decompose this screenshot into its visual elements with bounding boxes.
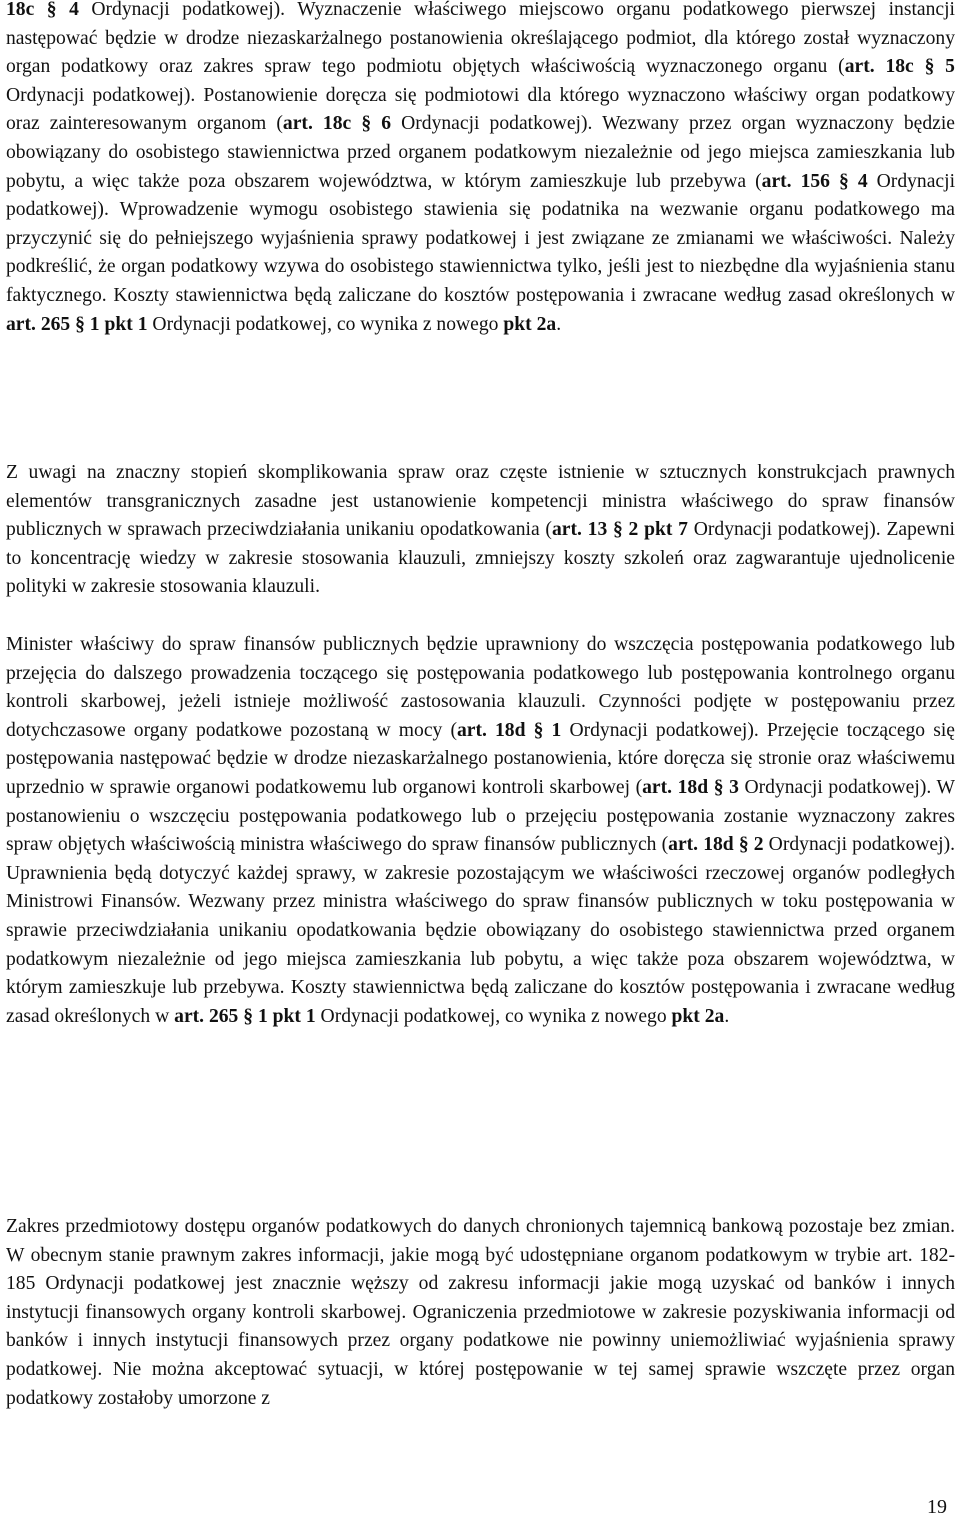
text-run: . bbox=[556, 313, 562, 335]
text-run: Ordynacji podatkowej). Uprawnienia będą dotyczyć każdej sprawy, w zakresie pozostającym we właściwości rzeczowej organów podległych Ministrowi Finansów. Wezwany przez ministra właściwego do spraw finansów publicznych w toku postępowania w sprawie przeciwdziałania unikaniu opodatkowania będzie obowiązany do osobistego stawiennictwa przed organem podatkowym niezależnie od jego miejsca zamieszkania lub pobytu, a więc także poza obszarem województwa, w którym zamieszkuje lub przebywa. Koszty stawiennictwa będą zaliczane do kosztów postępowania i zwracane według zasad określonych w bbox=[6, 834, 955, 1027]
bold-reference: art. 18c bbox=[844, 56, 925, 78]
bold-reference: art. 18d bbox=[456, 719, 534, 741]
bold-reference: art. 265 bbox=[174, 1005, 244, 1027]
bold-reference: 2 pkt 7 bbox=[622, 519, 688, 541]
bold-reference: § bbox=[738, 834, 749, 856]
bold-reference: pkt 2a bbox=[671, 1005, 725, 1027]
bold-reference: 1 pkt 1 bbox=[84, 313, 148, 335]
bold-reference: 5 bbox=[934, 56, 955, 78]
bold-reference: art. 265 bbox=[6, 313, 76, 335]
bold-reference: § bbox=[46, 0, 57, 20]
text-run: Ordynacji podatkowej). Przejęcie toczącego się postępowania następować będzie w drodze niezaskarżalnego postanowienia, które doręcza się stronie oraz właściwemu uprzednio w sprawie organowi podatkowemu lub organowi kontroli skarbowej ( bbox=[6, 719, 955, 798]
page-number: 19 bbox=[927, 1496, 947, 1518]
bold-reference: art. 18d bbox=[642, 776, 714, 798]
text-run: . bbox=[724, 1005, 730, 1027]
paragraph-tajemnica-bankowa bbox=[6, 1213, 955, 1413]
bold-reference: § bbox=[243, 1005, 254, 1027]
text-run: Minister właściwy do spraw finansów publicznych będzie uprawniony do wszczęcia postępowania podatkowego lub przejęcia do dalszego prowadzenia toczącego się postępowania podatkowego lub postępowania kontrolnego organu kontroli skarbowej, jeżeli istnieje możliwość zastosowania klauzuli. Czynności podjęte w postępowaniu przez dotychczasowe organy podatkowe pozostaną w mocy ( bbox=[6, 634, 955, 741]
bold-reference: pkt 2a bbox=[503, 313, 557, 335]
bold-reference: 1 pkt 1 bbox=[253, 1005, 316, 1027]
text-run: Ordynacji podatkowej). Wezwany przez organ wyznaczony będzie obowiązany do osobistego stawiennictwa przed organem podatkowym niezależnie od jego miejsca zamieszkania lub pobytu, a więc także poza obszarem województwa, w którym zamieszkuje lub przebywa ( bbox=[6, 113, 955, 192]
paragraph-minister-uprawnienia bbox=[6, 631, 955, 1031]
bold-reference: § bbox=[75, 313, 85, 335]
bold-reference: 1 bbox=[543, 719, 562, 741]
bold-reference: art. 156 bbox=[761, 170, 840, 192]
bold-reference: 6 bbox=[371, 113, 392, 135]
text-run: Ordynacji podatkowej). Postanowienie doręcza się podmiotowi dla którego wyznaczono właściwy organ podatkowy oraz zainteresowanym organom ( bbox=[6, 84, 955, 135]
text-run: Ordynacji podatkowej). Wprowadzenie wymogu osobistego stawienia się podatnika na wezwanie organu podatkowego ma przyczynić się do pełniejszego wyjaśnienia sprawy podatkowej i jest związane ze zmianami we właściwości. Należy podkreślić, że organ podatkowy wzywa do osobistego stawiennictwa tylko, jeśli jest to niezbędne dla wyjaśnienia stanu faktycznego. Koszty stawiennictwa będą zaliczane do kosztów postępowania i zwracane według zasad określonych w bbox=[6, 170, 956, 306]
text-run: Ordynacji podatkowej). Wyznaczenie właściwego miejscowo organu podatkowego pierwszej instancji następować będzie w drodze niezaskarżalnego postanowienia określającego podmiot, dla którego został wyznaczony organ podatkowy oraz zakres spraw tego podmiotu objętych właściwością wyznaczonego organu ( bbox=[6, 0, 955, 78]
bold-reference: 2 bbox=[748, 834, 764, 856]
text-run: Zakres przedmiotowy dostępu organów podatkowych do danych chronionych tajemnicą bankową pozostaje bez zmian. W obecnym stanie prawnym zakres informacji, jakie mogą być udostępniane organom podatkowym w trybie art. 182-185 Ordynacji podatkowej jest znacznie węższy od zakresu informacji jakie mogą uzyskać od banków i innych instytucji finansowych organy kontroli skarbowej. Ograniczenia przedmiotowe w zakresie pozyskiwania informacji od banków i innych instytucji finansowych przez organy podatkowe nie powinny uniemożliwiać wyjaśnienia sprawy podatkowej. Nie można akceptować sytuacji, w której postępowanie w tej samej sprawie wszczęte przez organ podatkowy zostałoby umorzone z bbox=[6, 1216, 955, 1409]
bold-reference: 4 bbox=[56, 0, 79, 20]
bold-reference: 4 bbox=[848, 170, 868, 192]
paragraph-kompetencje-ministra bbox=[6, 459, 955, 602]
bold-reference: § bbox=[839, 170, 849, 192]
bold-reference: art. 13 bbox=[551, 519, 613, 541]
text-run: Ordynacji podatkowej, co wynika z nowego bbox=[315, 1005, 672, 1027]
text-run: Ordynacji podatkowej). W postanowieniu o wszczęciu postępowania podatkowego lub o przejęciu postępowania zostanie wyznaczony zakres spraw objętych właściwością ministra właściwego do spraw finansów publicznych ( bbox=[6, 776, 955, 856]
text-run: Ordynacji podatkowej, co wynika z nowego bbox=[147, 313, 504, 335]
text-run: Ordynacji podatkowej). Zapewni to koncentrację wiedzy w zakresie stosowania klauzuli, zmniejszy koszty szkoleń oraz zagwarantuje ujednolicenie polityki w zakresie stosowania klauzuli. bbox=[6, 519, 955, 598]
bold-reference: § bbox=[361, 113, 372, 135]
bold-reference: § bbox=[533, 719, 544, 741]
bold-reference: § bbox=[713, 776, 724, 798]
bold-reference: 18c bbox=[6, 0, 47, 20]
bold-reference: art. 18d bbox=[668, 834, 739, 856]
bold-reference: 3 bbox=[723, 776, 739, 798]
bold-reference: art. 18c bbox=[282, 113, 362, 135]
paragraph-ordynacja-18c bbox=[6, 0, 955, 339]
bold-reference: § bbox=[924, 56, 935, 78]
bold-reference: § bbox=[613, 519, 623, 541]
text-run: Z uwagi na znaczny stopień skomplikowania spraw oraz częste istnienie w sztucznych konstrukcjach prawnych elementów transgranicznych zasadne jest ustanowienie kompetencji ministra właściwego do spraw finansów publicznych w sprawach przeciwdziałania unikaniu opodatkowania ( bbox=[6, 462, 955, 541]
